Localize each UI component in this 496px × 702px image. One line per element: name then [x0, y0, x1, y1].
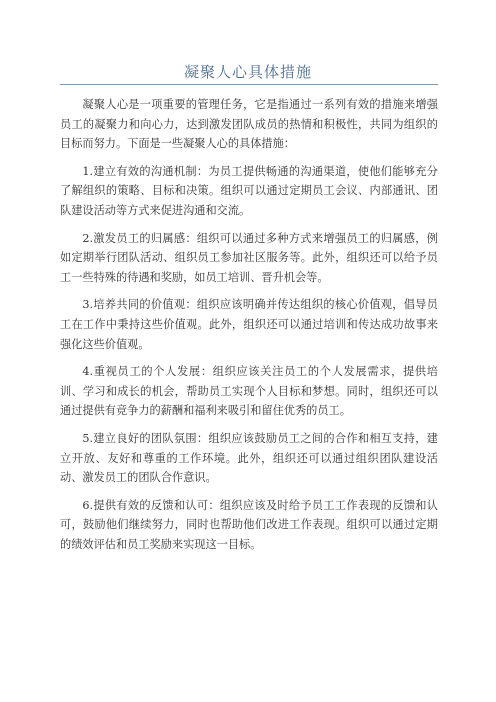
paragraph-item-6: 6.提供有效的反馈和认可：组织应该及时给予员工工作表现的反馈和认可，鼓励他们继续努力，同时也帮助他们改进工作表现。组织可以通过定期的绩效评估和员工奖励来实现这一目标。	[60, 498, 438, 551]
paragraph-item-3: 3.培养共同的价值观：组织应该明确并传达组织的核心价值观，倡导员工在工作中秉持这些价值观。此外，组织还可以通过培训和传达成功故事来强化这些价值观。	[60, 298, 438, 351]
paragraph-item-2: 2.激发员工的归属感：组织可以通过多种方式来增强员工的归属感，例如定期举行团队活动、组织员工参加社区服务等。此外，组织还可以给予员工一些特殊的待遇和奖励，如员工培训、晋升机会等。	[60, 231, 438, 284]
document-title: 凝聚人心具体措施	[183, 63, 312, 81]
paragraph-item-4: 4.重视员工的个人发展：组织应该关注员工的个人发展需求，提供培训、学习和成长的机会，帮助员工实现个人目标和梦想。同时，组织还可以通过提供有竞争力的薪酬和福利来吸引和留住优秀的员工。	[60, 365, 438, 418]
paragraph-item-1: 1.建立有效的沟通机制：为员工提供畅通的沟通渠道，使他们能够充分了解组织的策略、目标和决策。组织可以通过定期员工会议、内部通讯、团队建设活动等方式来促进沟通和交流。	[60, 164, 438, 217]
paragraph-item-5: 5.建立良好的团队氛围：组织应该鼓励员工之间的合作和相互支持，建立开放、友好和尊重的工作环境。此外，组织还可以通过组织团队建设活动、激发员工的团队合作意识。	[60, 431, 438, 485]
title-divider	[60, 84, 438, 85]
paragraph-intro: 凝聚人心是一项重要的管理任务，它是指通过一系列有效的措施来增强员工的凝聚力和向心力，达到激发团队成员的热情和积极性，共同为组织的目标而努力。下面是一些凝聚人心的具体措施：	[60, 98, 438, 151]
document-body	[60, 95, 438, 562]
